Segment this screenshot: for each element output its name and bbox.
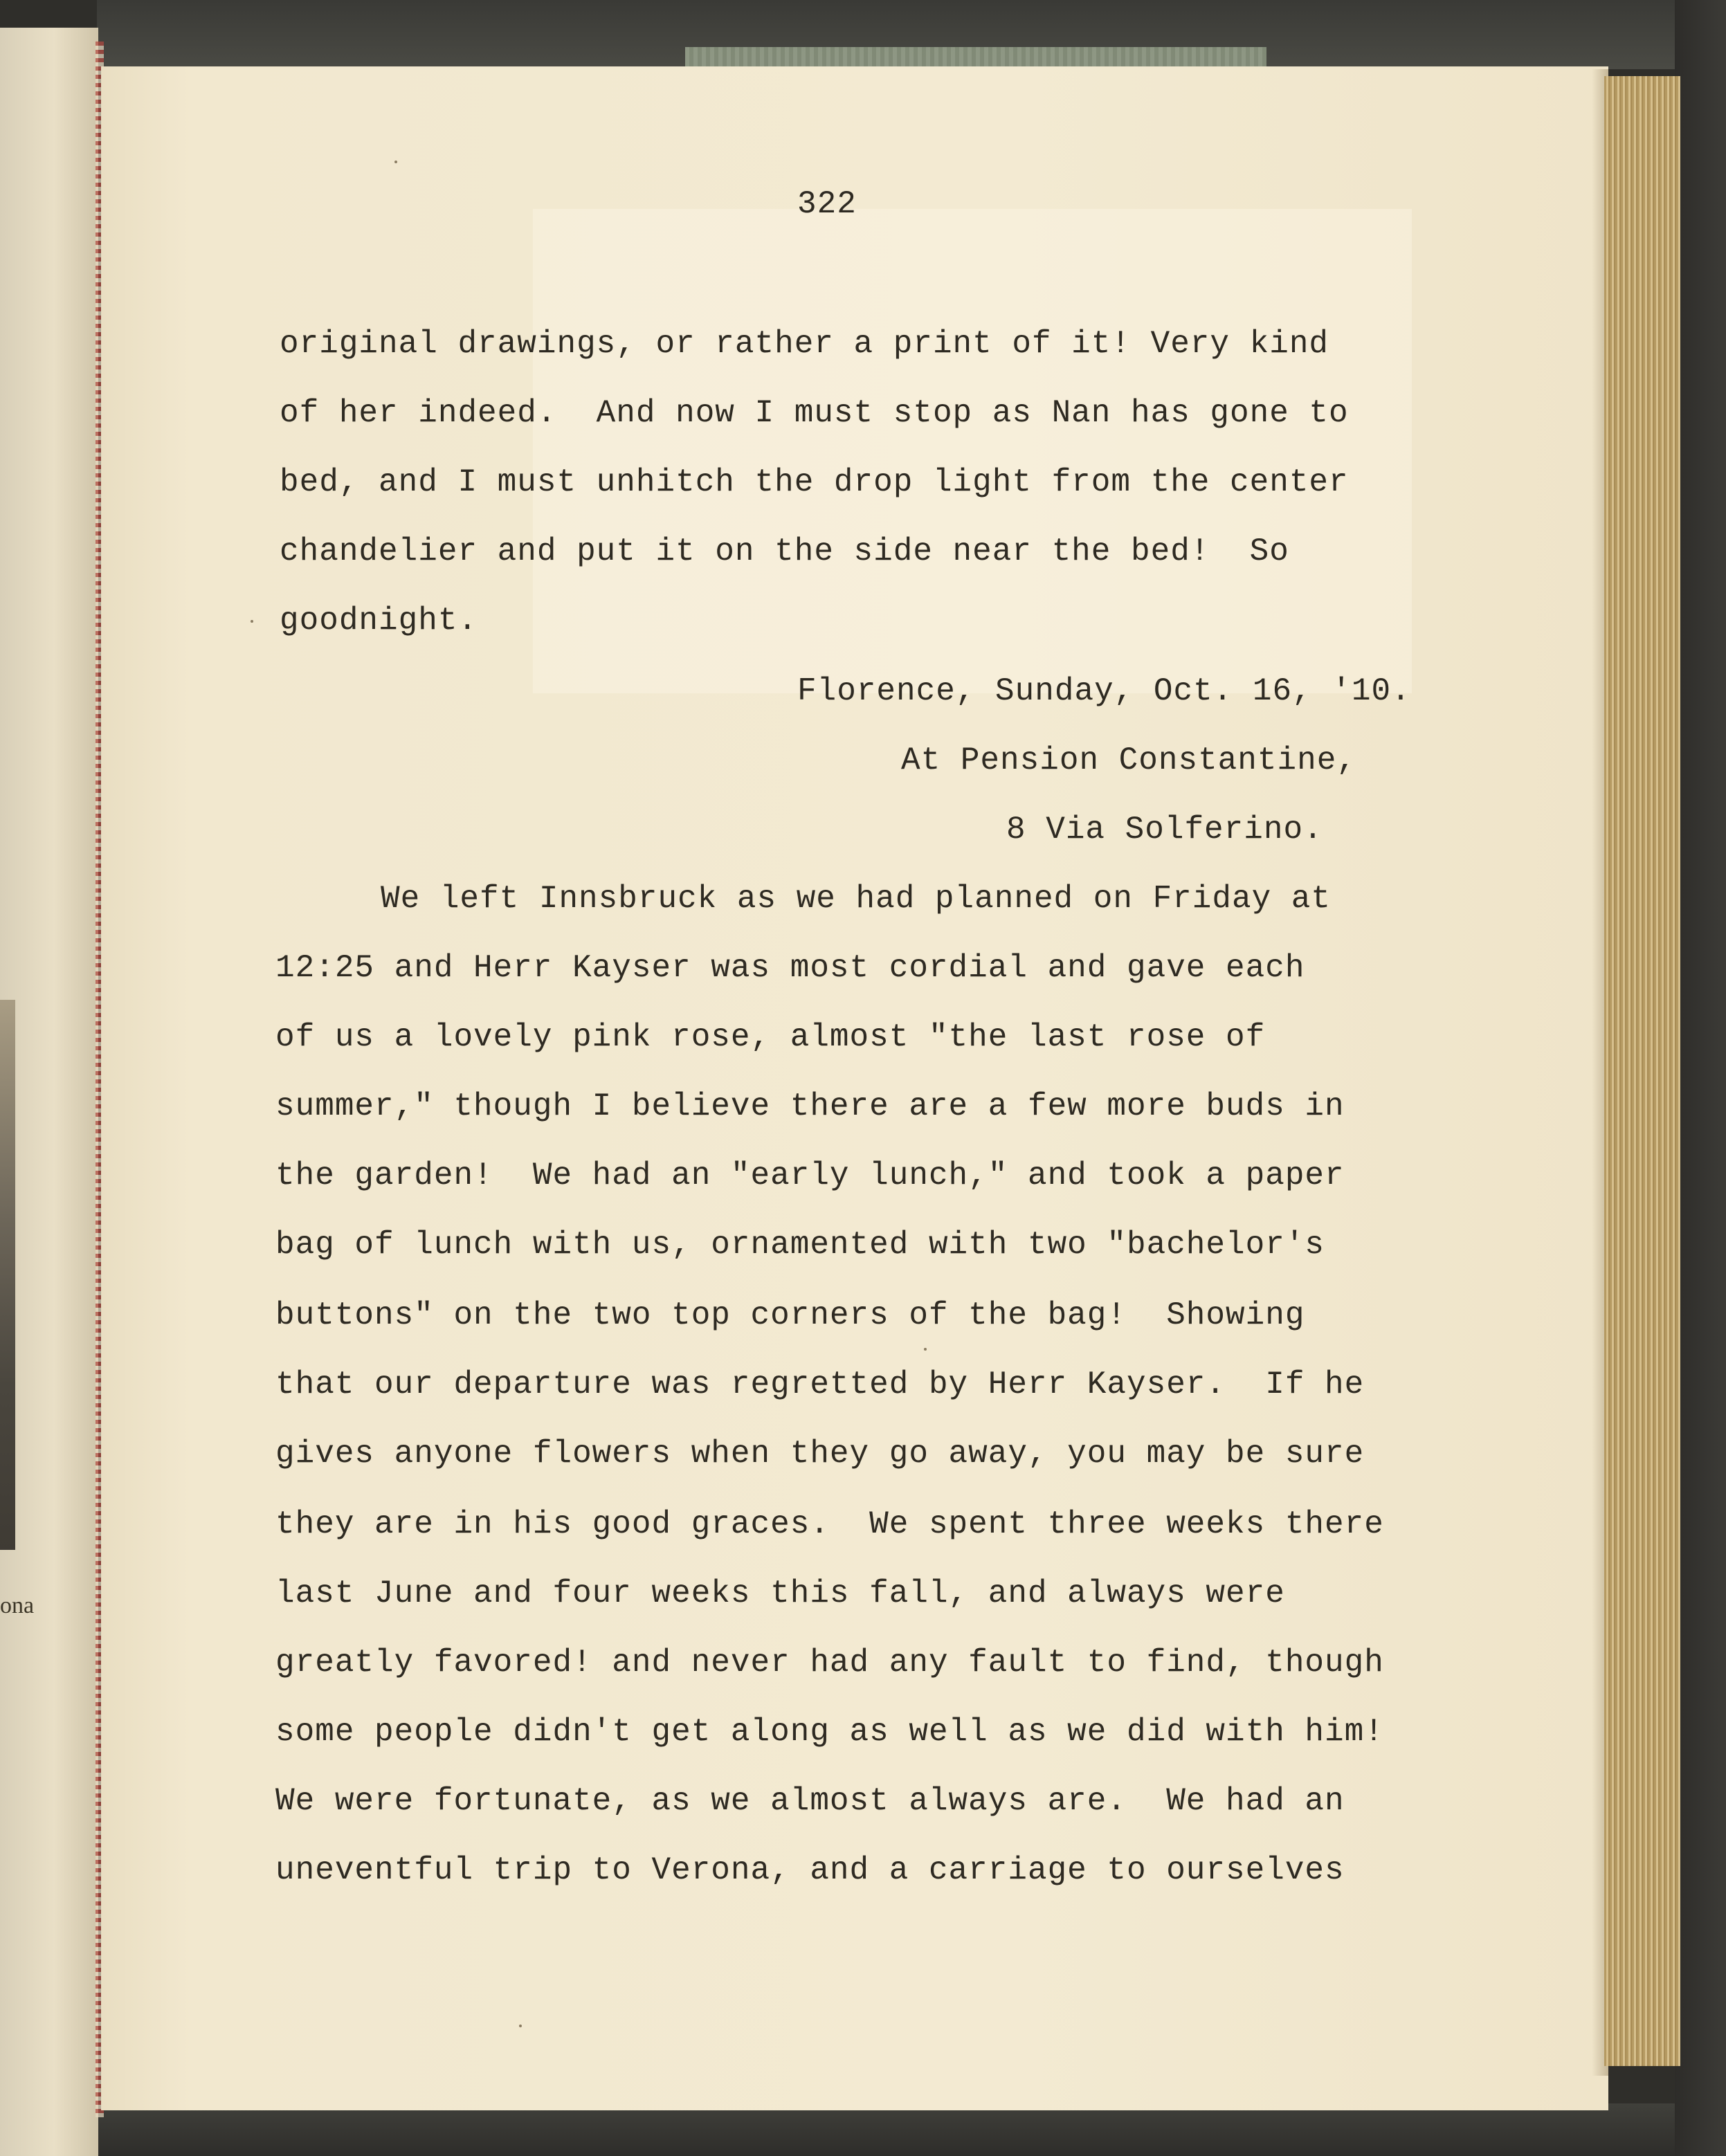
previous-page-caption: ona	[0, 1593, 35, 1618]
body-line: original drawings, or rather a print of it! Very kind	[280, 326, 1329, 362]
paper-speck	[394, 161, 397, 163]
body-line: 12:25 and Herr Kayser was most cordial and gave each	[275, 950, 1305, 986]
body-line: goodnight.	[280, 603, 478, 639]
body-line: buttons" on the two top corners of the bag! Showing	[275, 1297, 1305, 1333]
body-line: bag of lunch with us, ornamented with two "bachelor's	[275, 1227, 1325, 1263]
body-line: summer," though I believe there are a few more buds in	[275, 1088, 1345, 1124]
body-line: the garden! We had an "early lunch," and took a paper	[275, 1158, 1345, 1194]
dateline-address: 8 Via Solferino.	[1006, 812, 1323, 848]
body-line: greatly favored! and never had any fault to find, though	[275, 1645, 1384, 1681]
body-line: We left Innsbruck as we had planned on Friday at	[381, 881, 1332, 917]
body-line: bed, and I must unhitch the drop light from the center	[280, 464, 1349, 500]
body-line: some people didn't get along as well as we did with him!	[275, 1714, 1384, 1750]
book-cover-bottom	[97, 2103, 1726, 2156]
body-line: of us a lovely pink rose, almost "the last rose of	[275, 1019, 1266, 1055]
page-light-patch	[533, 209, 1412, 693]
dateline-pension: At Pension Constantine,	[901, 742, 1356, 778]
page-fore-edge	[1604, 76, 1680, 2066]
page-number: 322	[797, 186, 857, 222]
body-line: We were fortunate, as we almost always are. We had an	[275, 1783, 1345, 1819]
book-cover-right	[1675, 0, 1726, 2156]
body-line: gives anyone flowers when they go away, you may be sure	[275, 1436, 1365, 1472]
previous-page	[0, 28, 98, 2156]
paper-speck	[251, 620, 253, 623]
paper-speck	[519, 2025, 522, 2027]
previous-page-photo-edge	[0, 1000, 15, 1550]
body-line: chandelier and put it on the side near the bed! So	[280, 533, 1289, 569]
body-line: that our departure was regretted by Herr Kayser. If he	[275, 1367, 1365, 1403]
paper-speck	[924, 1348, 927, 1351]
body-line: last June and four weeks this fall, and always were	[275, 1575, 1285, 1611]
dateline-place-date: Florence, Sunday, Oct. 16, '10.	[797, 673, 1411, 709]
body-line: of her indeed. And now I must stop as Nan has gone to	[280, 395, 1349, 431]
body-line: uneventful trip to Verona, and a carriage to ourselves	[275, 1852, 1345, 1888]
body-line: they are in his good graces. We spent three weeks there	[275, 1506, 1384, 1542]
